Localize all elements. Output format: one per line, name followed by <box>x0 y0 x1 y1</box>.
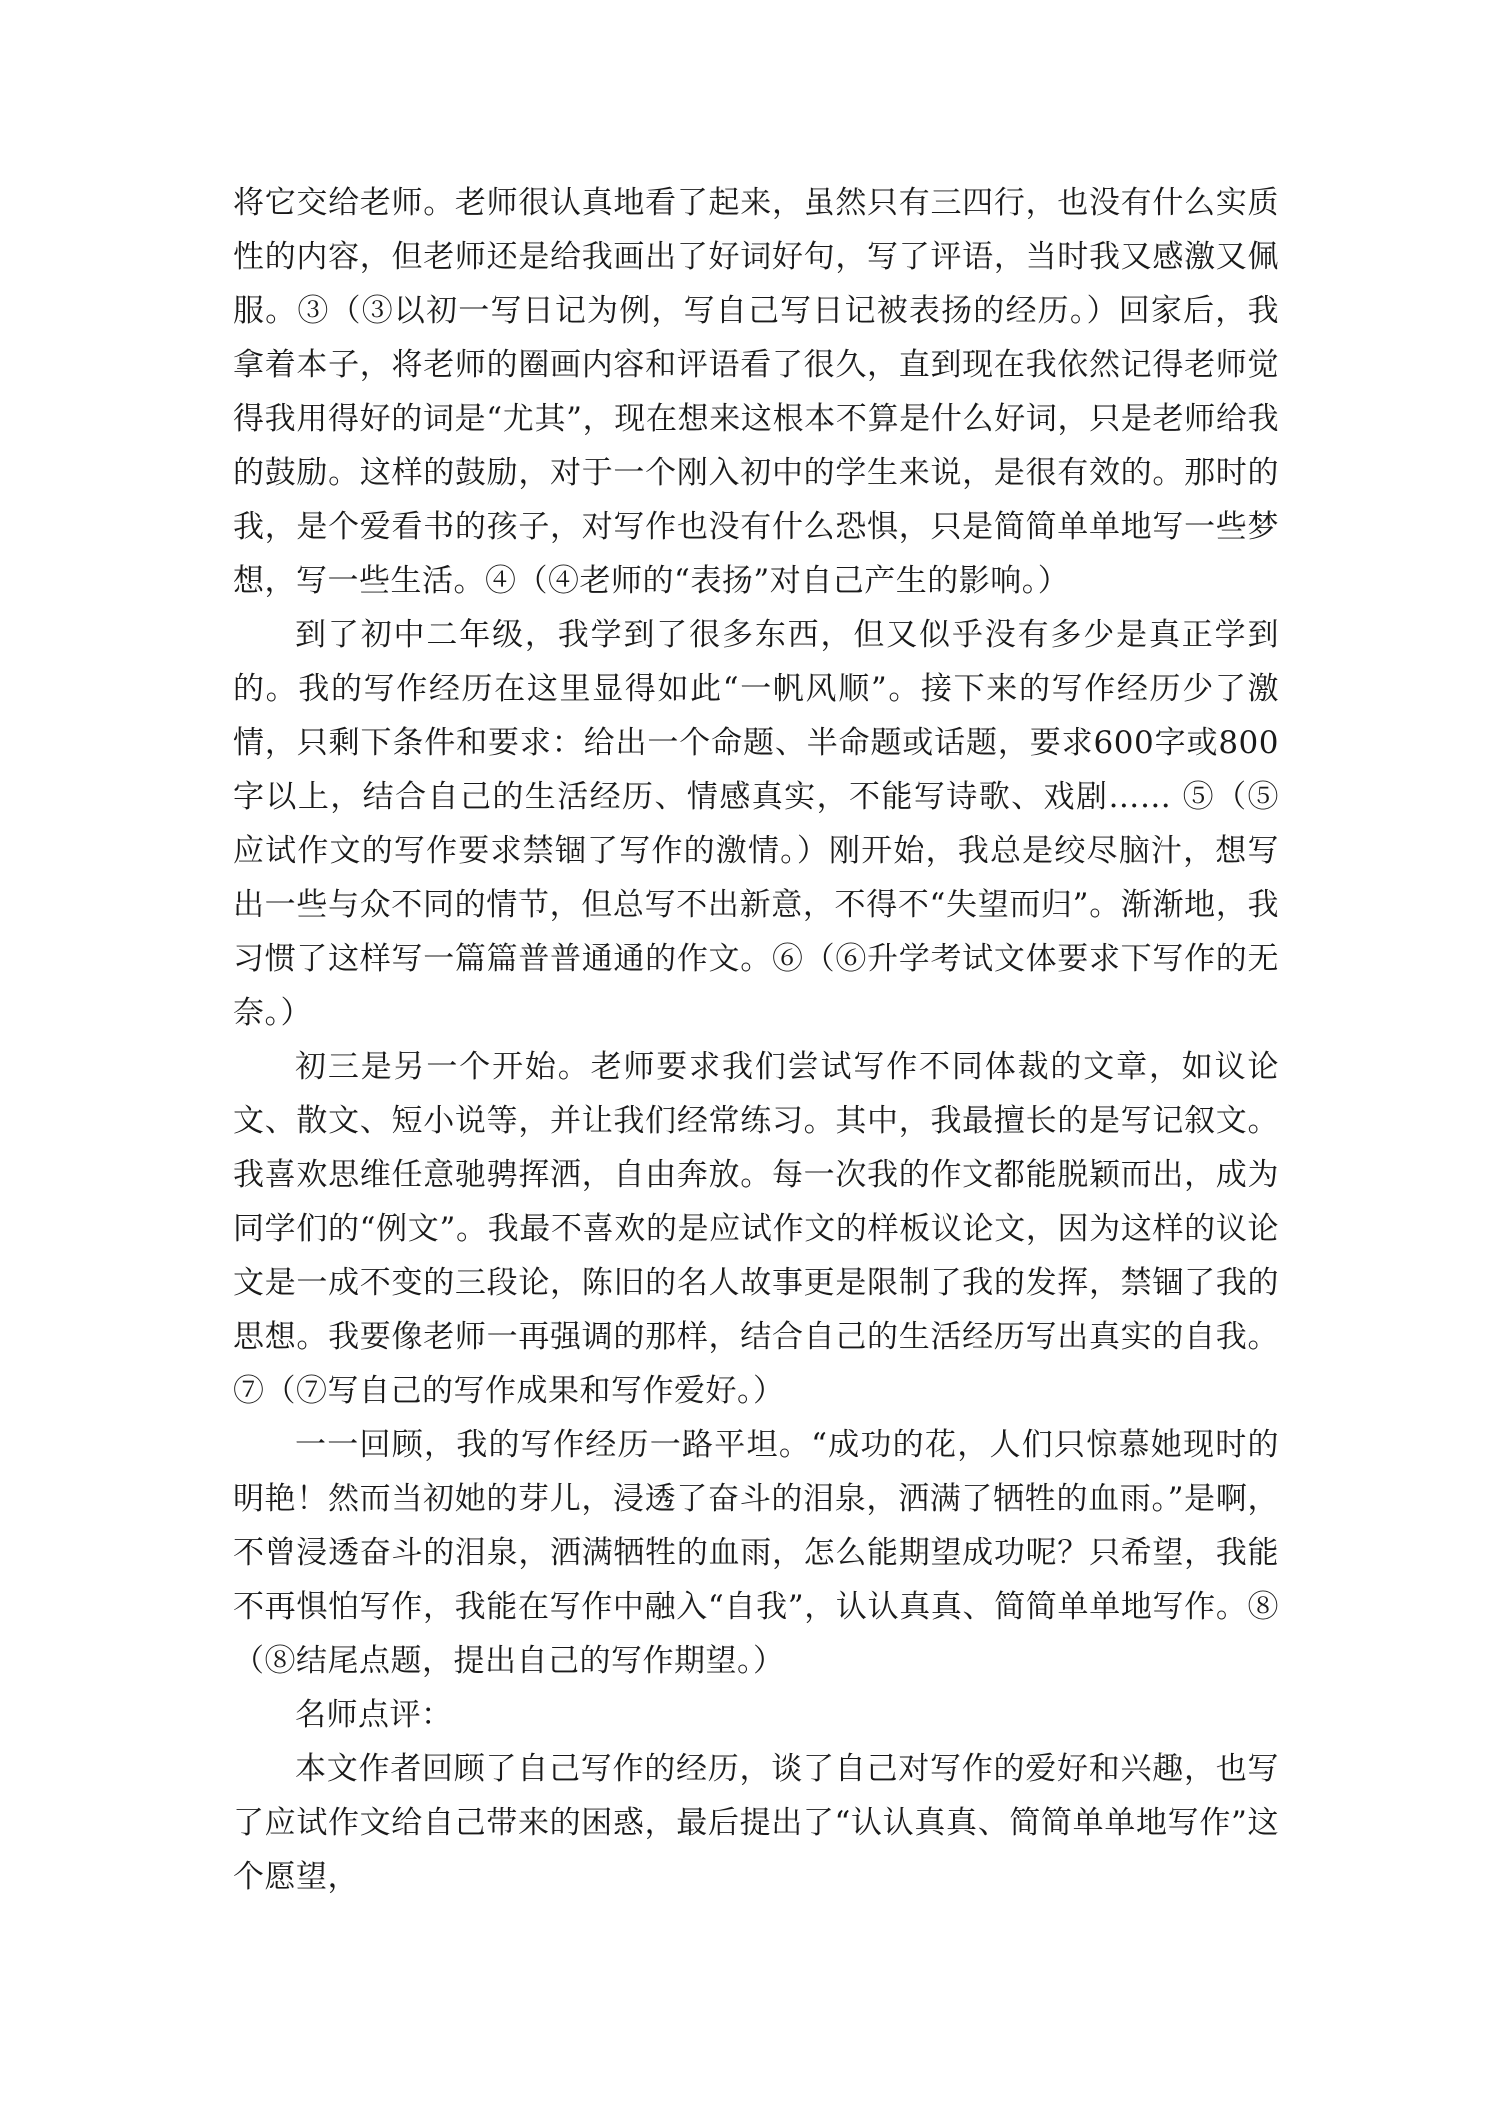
commentary-body: 本文作者回顾了自己写作的经历，谈了自己对写作的爱好和兴趣，也写了应试作文给自己带来的困惑，最后提出了“认认真真、简简单单地写作”这个愿望， <box>233 1751 1279 1895</box>
paragraph-1: 将它交给老师。老师很认真地看了起来，虽然只有三四行，也没有什么实质性的内容，但老师还是给我画出了好词好句，写了评语，当时我又感激又佩服。③（③以初一写日记为例，写自己写日记被表扬的经历。）回家后，我拿着本子，将老师的圈画内容和评语看了很久，直到现在我依然记得老师觉得我用得好的词是“尤其”，现在想来这根本不算是什么好词，只是老师给我的鼓励。这样的鼓励，对于一个刚入初中的学生来说，是很有效的。那时的我，是个爱看书的孩子，对写作也没有什么恐惧，只是简简单单地写一些梦想，写一些生活。④（④老师的“表扬”对自己产生的影响。） <box>233 185 1279 599</box>
paragraph-4: 一一回顾，我的写作经历一路平坦。“成功的花，人们只惊慕她现时的明艳！然而当初她的芽儿，浸透了奋斗的泪泉，洒满了牺牲的血雨。”是啊，不曾浸透奋斗的泪泉，洒满牺牲的血雨，怎么能期望成功呢？只希望，我能不再惧怕写作，我能在写作中融入“自我”，认认真真、简简单单地写作。⑧（⑧结尾点题，提出自己的写作期望。） <box>233 1427 1279 1679</box>
essay-body <box>233 176 1279 1904</box>
paragraph-2: 到了初中二年级，我学到了很多东西，但又似乎没有多少是真正学到的。我的写作经历在这里显得如此“一帆风顺”。接下来的写作经历少了激情，只剩下条件和要求：给出一个命题、半命题或话题，要求600字或800字以上，结合自己的生活经历、情感真实，不能写诗歌、戏剧…… ⑤（⑤应试作文的写作要求禁锢了写作的激情。）刚开始，我总是绞尽脑汁，想写出一些与众不同的情节，但总写不出新意，不得不“失望而归”。渐渐地，我习惯了这样写一篇篇普普通通的作文。⑥（⑥升学考试文体要求下写作的无奈。） <box>233 617 1279 1031</box>
paragraph-3: 初三是另一个开始。老师要求我们尝试写作不同体裁的文章，如议论文、散文、短小说等，并让我们经常练习。其中，我最擅长的是写记叙文。我喜欢思维任意驰骋挥洒，自由奔放。每一次我的作文都能脱颖而出，成为同学们的“例文”。我最不喜欢的是应试作文的样板议论文，因为这样的议论文是一成不变的三段论，陈旧的名人故事更是限制了我的发挥，禁锢了我的思想。我要像老师一再强调的那样，结合自己的生活经历写出真实的自我。⑦（⑦写自己的写作成果和写作爱好。） <box>233 1049 1279 1409</box>
commentary-heading: 名师点评： <box>295 1697 453 1733</box>
